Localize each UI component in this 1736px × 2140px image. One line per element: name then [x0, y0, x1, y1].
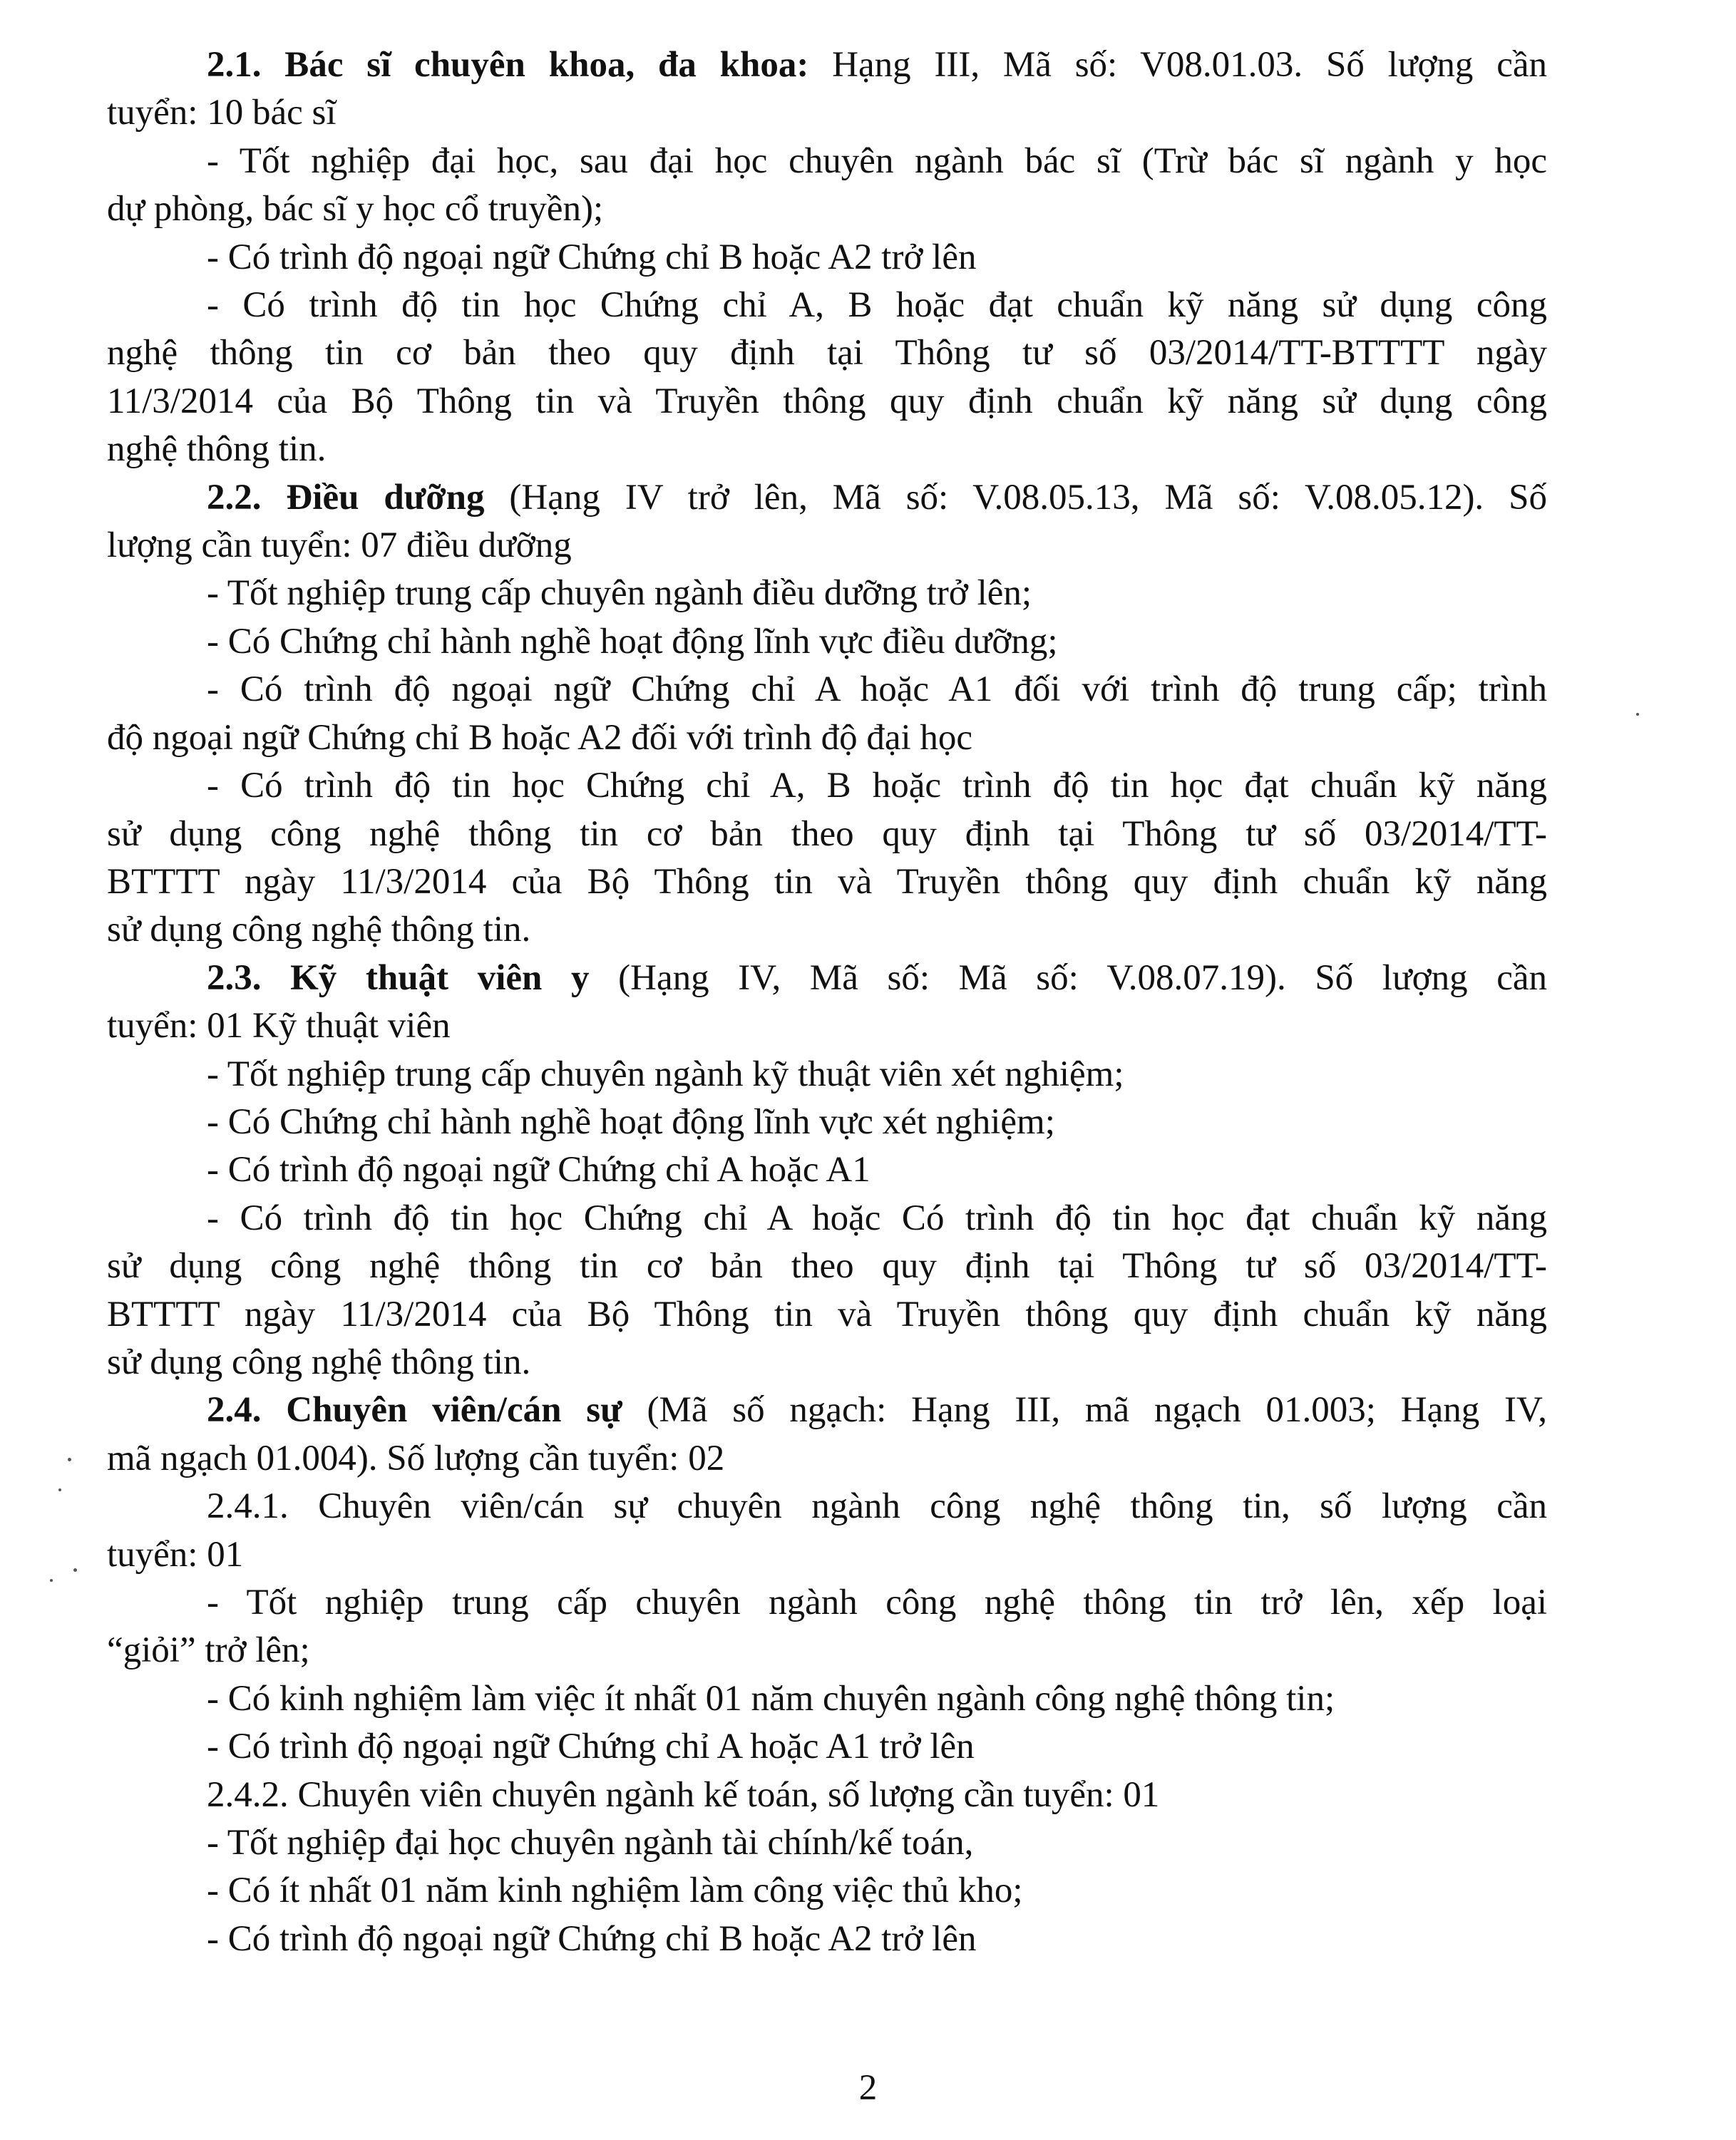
- requirement-line: - Có Chứng chỉ hành nghề hoạt động lĩnh vực xét nghiệm;: [207, 1101, 1055, 1142]
- section-heading-line: [107, 955, 1547, 1002]
- requirement-line: - Có trình độ tin học Chứng chỉ A, B hoặc trình độ tin học đạt chuẩn kỹ năng: [207, 766, 1547, 806]
- scan-speck: [68, 1458, 71, 1461]
- requirement-line: dự phòng, bác sĩ y học cổ truyền);: [107, 189, 604, 230]
- requirement-line: - Tốt nghiệp đại học chuyên ngành tài chính/kế toán,: [207, 1823, 974, 1863]
- section-heading-text: lượng cần tuyển: 07 điều dưỡng: [107, 525, 572, 566]
- section-heading-line: [107, 41, 1547, 89]
- requirement-line: BTTTT ngày 11/3/2014 của Bộ Thông tin và Truyền thông quy định chuẩn kỹ năng: [107, 1294, 1547, 1334]
- section-heading: 2.1. Bác sĩ chuyên khoa, đa khoa:: [207, 45, 809, 85]
- section-heading-line: [107, 1387, 1547, 1434]
- requirement-line: - Có trình độ tin học Chứng chỉ A, B hoặc đạt chuẩn kỹ năng sử dụng công: [207, 285, 1547, 326]
- page-number: 2: [858, 2068, 878, 2108]
- section-heading: 2.4. Chuyên viên/cán sự: [207, 1390, 622, 1431]
- requirement-line: “giỏi” trở lên;: [107, 1630, 310, 1671]
- scan-speck: [50, 1579, 53, 1582]
- section-heading-text: tuyển: 10 bác sĩ: [107, 93, 337, 133]
- section-heading: 2.2. Điều dưỡng: [207, 477, 485, 518]
- requirement-line: 2.4.1. Chuyên viên/cán sự chuyên ngành công nghệ thông tin, số lượng cần: [207, 1486, 1547, 1527]
- section-heading-text: Hạng III, Mã số: V08.01.03. Số lượng cần: [808, 45, 1547, 85]
- requirement-line: nghệ thông tin cơ bản theo quy định tại Thông tư số 03/2014/TT-BTTTT ngày: [107, 333, 1547, 374]
- section-heading-text: (Hạng IV, Mã số: Mã số: V.08.07.19). Số lượng cần: [589, 957, 1547, 998]
- requirement-line: - Có kinh nghiệm làm việc ít nhất 01 năm chuyên ngành công nghệ thông tin;: [207, 1678, 1335, 1719]
- requirement-line: 2.4.2. Chuyên viên chuyên ngành kế toán, số lượng cần tuyển: 01: [207, 1774, 1160, 1815]
- section-heading: 2.3. Kỹ thuật viên y: [207, 957, 590, 998]
- section-heading-line: [107, 89, 1547, 137]
- requirement-line: - Tốt nghiệp đại học, sau đại học chuyên ngành bác sĩ (Trừ bác sĩ ngành y học: [207, 140, 1547, 181]
- requirement-line: nghệ thông tin.: [107, 429, 327, 470]
- requirement-line: sử dụng công nghệ thông tin cơ bản theo quy định tại Thông tư số 03/2014/TT-: [107, 813, 1547, 854]
- requirement-line: - Có trình độ ngoại ngữ Chứng chỉ A hoặc A1 trở lên: [207, 1727, 975, 1767]
- requirement-line: - Có ít nhất 01 năm kinh nghiệm làm công việc thủ kho;: [207, 1871, 1023, 1911]
- requirement-line: - Có Chứng chỉ hành nghề hoạt động lĩnh vực điều dưỡng;: [207, 621, 1058, 662]
- requirement-line: sử dụng công nghệ thông tin.: [107, 910, 531, 950]
- requirement-line: tuyển: 01: [107, 1534, 244, 1575]
- scan-speck: [73, 1568, 77, 1572]
- section-heading-line: [107, 474, 1547, 522]
- requirement-line: sử dụng công nghệ thông tin.: [107, 1342, 531, 1382]
- section-heading-line: [107, 522, 1547, 570]
- document-body: [107, 41, 1547, 1963]
- scan-speck: [1636, 713, 1639, 716]
- requirement-line: sử dụng công nghệ thông tin cơ bản theo quy định tại Thông tư số 03/2014/TT-: [107, 1246, 1547, 1287]
- requirement-line: - Có trình độ ngoại ngữ Chứng chỉ B hoặc A2 trở lên: [207, 1918, 977, 1959]
- section-heading-line: [107, 1435, 1547, 1483]
- requirement-line: độ ngoại ngữ Chứng chỉ B hoặc A2 đối với trình độ đại học: [107, 717, 973, 758]
- scan-speck: [58, 1488, 61, 1491]
- requirement-line: - Có trình độ ngoại ngữ Chứng chỉ A hoặc A1: [207, 1150, 870, 1190]
- requirement-line: - Có trình độ tin học Chứng chỉ A hoặc Có trình độ tin học đạt chuẩn kỹ năng: [207, 1198, 1547, 1238]
- requirement-line: - Tốt nghiệp trung cấp chuyên ngành điều dưỡng trở lên;: [207, 573, 1032, 614]
- requirement-line: - Có trình độ ngoại ngữ Chứng chỉ A hoặc A1 đối với trình độ trung cấp; trình: [207, 669, 1547, 710]
- section-heading-text: (Mã số ngạch: Hạng III, mã ngạch 01.003; Hạng IV,: [622, 1390, 1547, 1431]
- requirement-line: - Tốt nghiệp trung cấp chuyên ngành công nghệ thông tin trở lên, xếp loại: [207, 1583, 1547, 1622]
- section-heading-text: (Hạng IV trở lên, Mã số: V.08.05.13, Mã số: V.08.05.12). Số: [484, 477, 1547, 518]
- requirement-line: - Tốt nghiệp trung cấp chuyên ngành kỹ thuật viên xét nghiệm;: [207, 1054, 1124, 1094]
- requirement-line: 11/3/2014 của Bộ Thông tin và Truyền thông quy định chuẩn kỹ năng sử dụng công: [107, 381, 1547, 421]
- section-heading-text: mã ngạch 01.004). Số lượng cần tuyển: 02: [107, 1438, 725, 1478]
- requirement-line: - Có trình độ ngoại ngữ Chứng chỉ B hoặc A2 trở lên: [207, 237, 977, 277]
- requirement-line: BTTTT ngày 11/3/2014 của Bộ Thông tin và Truyền thông quy định chuẩn kỹ năng: [107, 861, 1547, 902]
- section-heading-text: tuyển: 01 Kỹ thuật viên: [107, 1006, 451, 1046]
- section-heading-line: [107, 1002, 1547, 1050]
